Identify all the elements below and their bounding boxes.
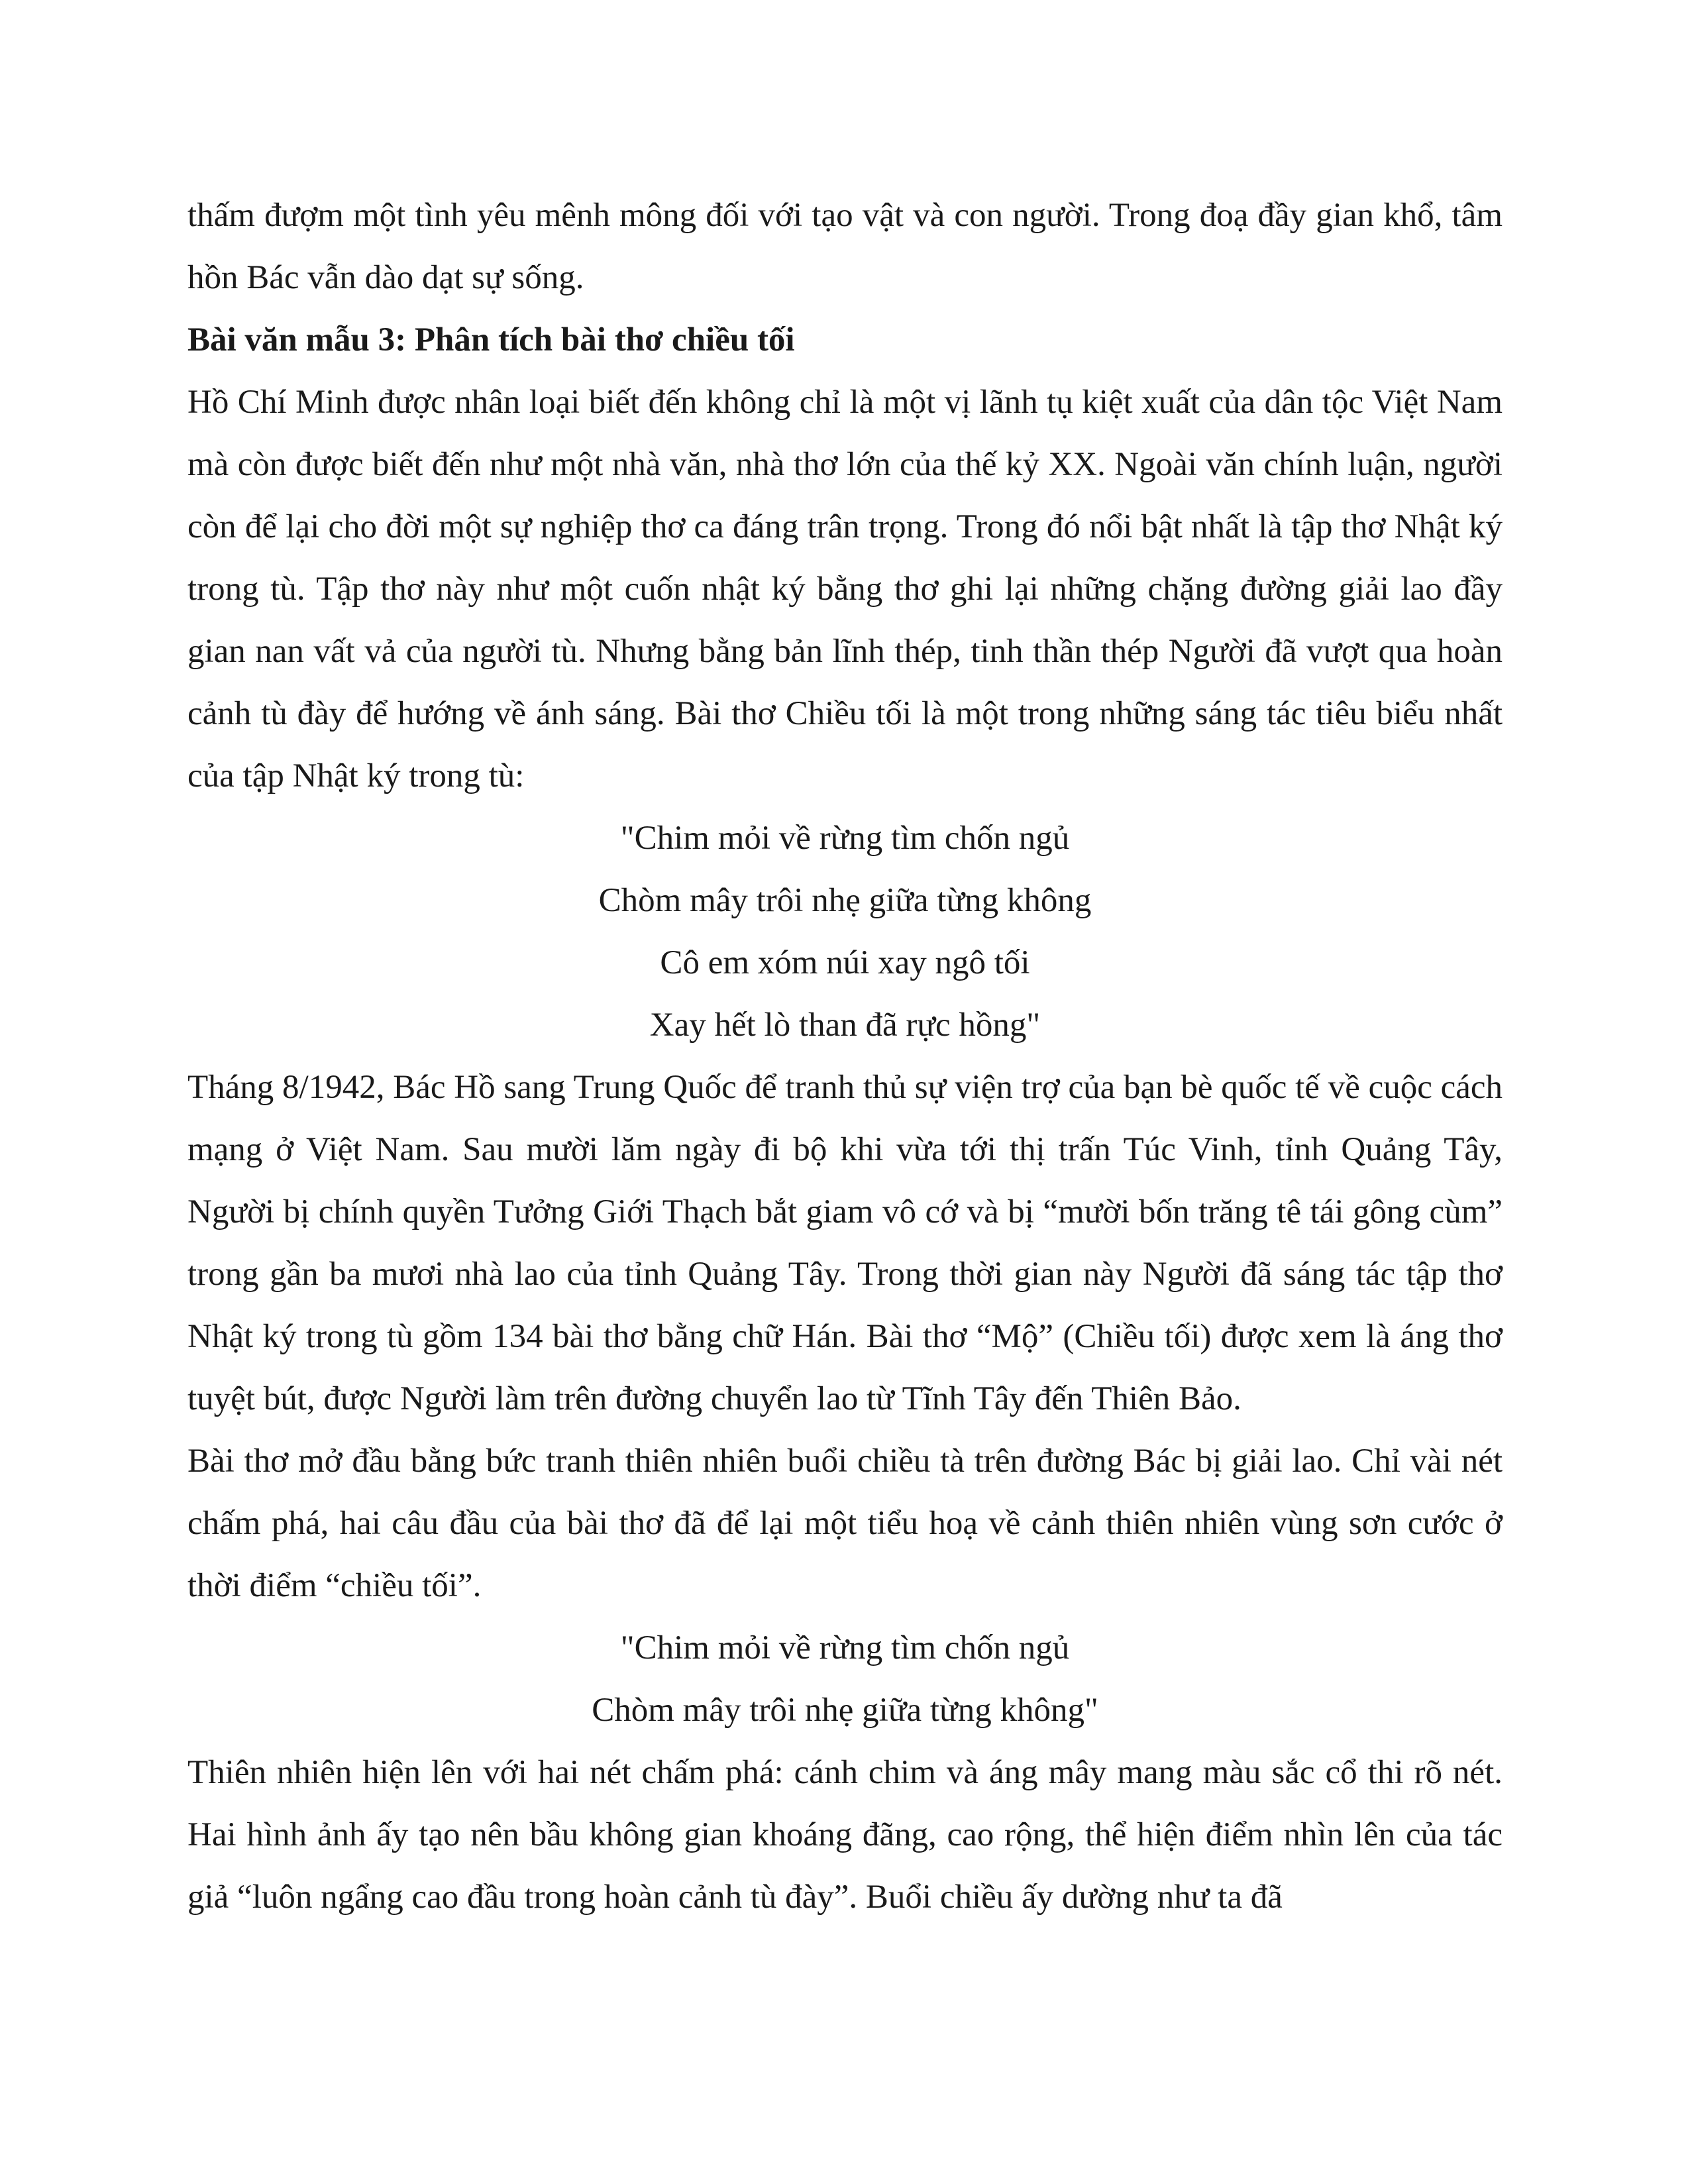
poem-line: Xay hết lò than đã rực hồng": [649, 1007, 1041, 1044]
poem-line: "Chim mỏi về rừng tìm chốn ngủ: [620, 820, 1070, 857]
paragraph-opening-analysis: Bài thơ mở đầu bằng bức tranh thiên nhiên buổi chiều tà trên đường Bác bị giải lao. Chỉ vài nét chấm phá, hai câu đầu của bài thơ đã để lại một tiểu hoạ về cảnh thiên nhiên vùng sơn cước ở thời điểm “chiều tối”.: [187, 1443, 1503, 1604]
poem-line: Cô em xóm núi xay ngô tối: [660, 944, 1030, 981]
poem-line: "Chim mỏi về rừng tìm chốn ngủ: [620, 1629, 1070, 1666]
paragraph-intro: thấm đượm một tình yêu mênh mông đối với tạo vật và con người. Trong đoạ đầy gian khổ, tâm hồn Bác vẫn dào dạt sự sống.: [187, 197, 1503, 296]
poem-full: [187, 807, 1503, 1056]
poem-line: Chòm mây trôi nhẹ giữa từng không": [592, 1692, 1098, 1729]
paragraph-nature-imagery: Thiên nhiên hiện lên với hai nét chấm phá: cánh chim và áng mây mang màu sắc cổ thi rõ nét. Hai hình ảnh ấy tạo nên bầu không gian khoáng đãng, cao rộng, thể hiện điểm nhìn lên của tác giả “luôn ngẩng cao đầu trong hoàn cảnh tù đày”. Buổi chiều ấy dường như ta đã: [187, 1754, 1503, 1916]
poem-line: Chòm mây trôi nhẹ giữa từng không: [598, 882, 1092, 919]
document-body: [187, 184, 1503, 1928]
paragraph-historical-context: Tháng 8/1942, Bác Hồ sang Trung Quốc để tranh thủ sự viện trợ của bạn bè quốc tế về cuộc cách mạng ở Việt Nam. Sau mười lăm ngày đi bộ khi vừa tới thị trấn Túc Vinh, tỉnh Quảng Tây, Người bị chính quyền Tưởng Giới Thạch bắt giam vô cớ và bị “mười bốn trăng tê tái gông cùm” trong gần ba mươi nhà lao của tỉnh Quảng Tây. Trong thời gian này Người đã sáng tác tập thơ Nhật ký trong tù gồm 134 bài thơ bằng chữ Hán. Bài thơ “Mộ” (Chiều tối) được xem là áng thơ tuyệt bút, được Người làm trên đường chuyển lao từ Tĩnh Tây đến Thiên Bảo.: [187, 1069, 1503, 1417]
poem-excerpt: [187, 1617, 1503, 1741]
section-heading: Bài văn mẫu 3: Phân tích bài thơ chiều tối: [187, 321, 795, 358]
paragraph-introduction-ho-chi-minh: Hồ Chí Minh được nhân loại biết đến không chỉ là một vị lãnh tụ kiệt xuất của dân tộc Việt Nam mà còn được biết đến như một nhà văn, nhà thơ lớn của thế kỷ XX. Ngoài văn chính luận, người còn để lại cho đời một sự nghiệp thơ ca đáng trân trọng. Trong đó nổi bật nhất là tập thơ Nhật ký trong tù. Tập thơ này như một cuốn nhật ký bằng thơ ghi lại những chặng đường giải lao đầy gian nan vất vả của người tù. Nhưng bằng bản lĩnh thép, tinh thần thép Người đã vượt qua hoàn cảnh tù đày để hướng về ánh sáng. Bài thơ Chiều tối là một trong những sáng tác tiêu biểu nhất của tập Nhật ký trong tù:: [187, 384, 1503, 794]
